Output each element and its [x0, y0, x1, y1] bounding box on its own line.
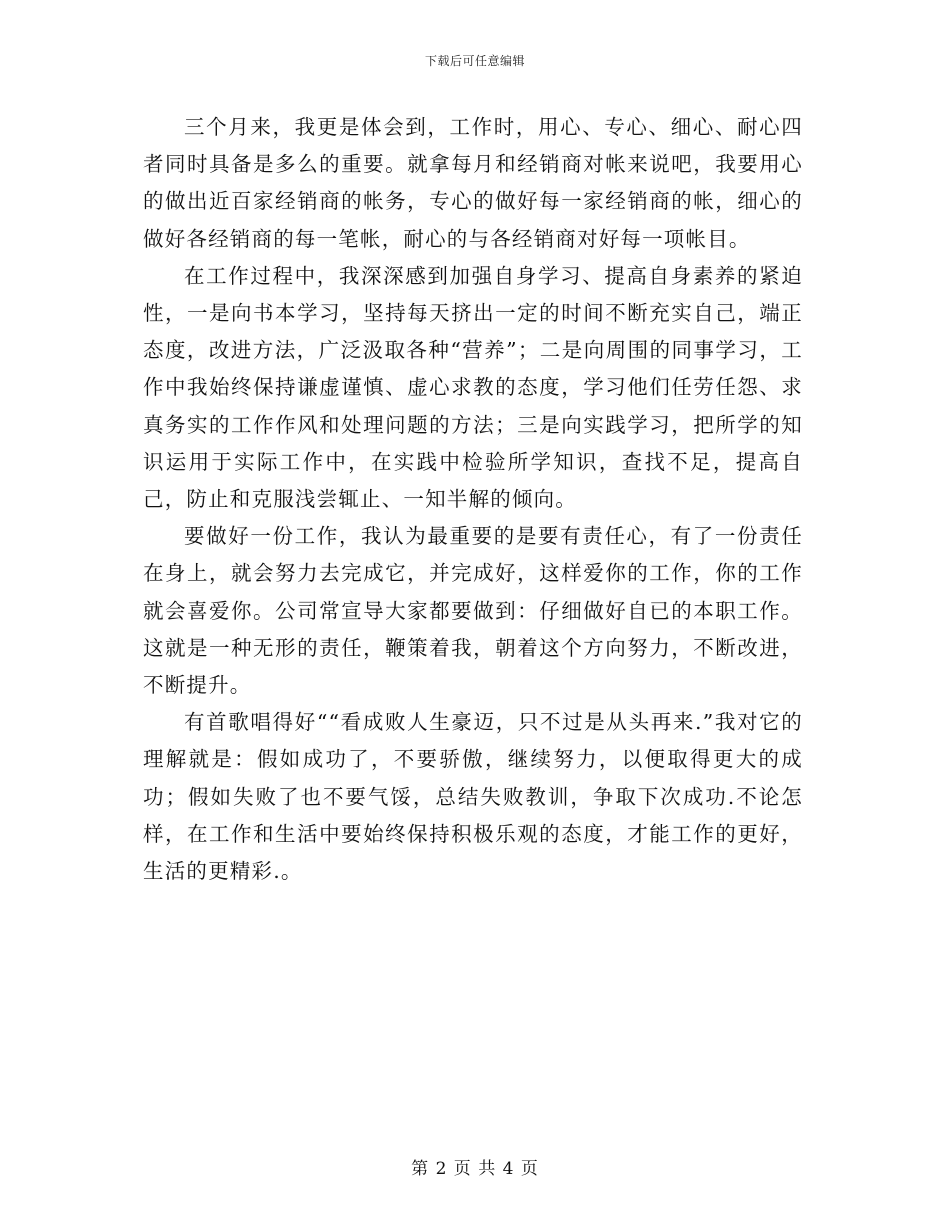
page-header-note: 下载后可任意编辑 — [424, 54, 525, 68]
page-number: 第 2 页 共 4 页 — [411, 1159, 539, 1179]
document-body — [143, 109, 803, 890]
paragraph-3: 要做好一份工作，我认为最重要的是要有责任心，有了一份责任在身上，就会努力去完成它，并完成好，这样爱你的工作，你的工作就会喜爱你。公司常宣导大家都要做到：仔细做好自已的本职工作。这就是一种无形的责任，鞭策着我，朝着这个方向努力，不断改进，不断提升。 — [143, 524, 803, 698]
paragraph-1: 三个月来，我更是体会到，工作时，用心、专心、细心、耐心四者同时具备是多么的重要。就拿每月和经销商对帐来说吧，我要用心的做出近百家经销商的帐务，专心的做好每一家经销商的帐，细心的做好各经销商的每一笔帐，耐心的与各经销商对好每一项帐目。 — [143, 115, 803, 251]
paragraph-2: 在工作过程中，我深深感到加强自身学习、提高自身素养的紧迫性，一是向书本学习，坚持每天挤出一定的时间不断充实自己，端正态度，改进方法，广泛汲取各种“营养”；二是向周围的同事学习，工作中我始终保持谦虚谨慎、虚心求教的态度，学习他们任劳任怨、求真务实的工作作风和处理问题的方法；三是向实践学习，把所学的知识运用于实际工作中，在实践中检验所学知识，查找不足，提高自己，防止和克服浅尝辄止、一知半解的倾向。 — [143, 263, 803, 512]
paragraph-4: 有首歌唱得好““看成败人生豪迈，只不过是从头再来.”我对它的理解就是：假如成功了，不要骄傲，继续努力，以便取得更大的成功；假如失败了也不要气馁，总结失败教训，争取下次成功.不论怎样，在工作和生活中要始终保持积极乐观的态度，才能工作的更好，生活的更精彩.。 — [143, 710, 803, 884]
